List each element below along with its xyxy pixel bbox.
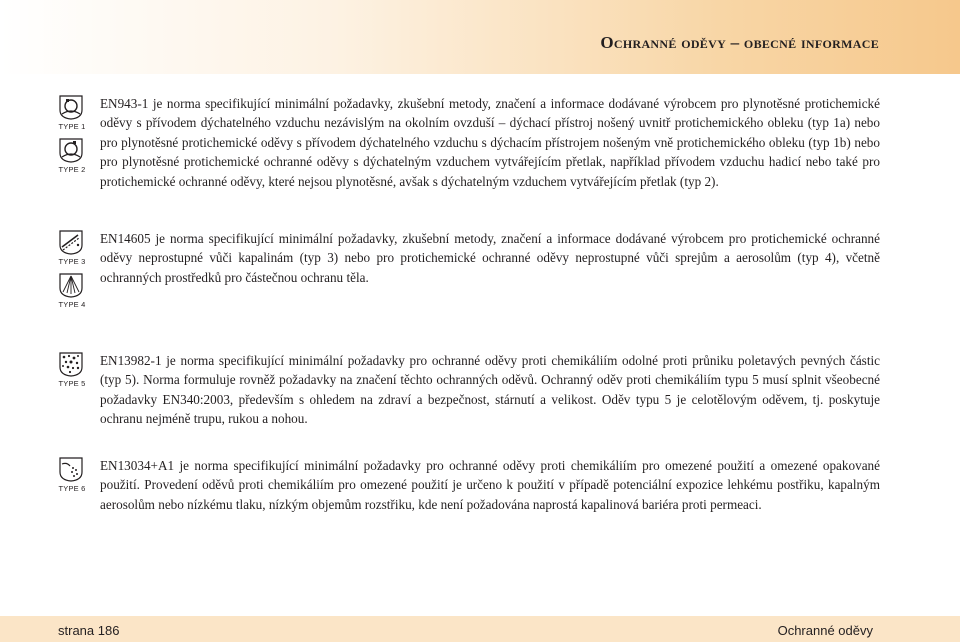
section-text: EN943-1 je norma specifikující minimální požadavky, zkušební metody, značení a informace dodávané výrobcem pro plynotěsné protichemické oděvy s přívodem dýchatelného vzduchu nezávislým na okolním ovzduší – dýchací přístroj nošený uvnitř protichemického obleku (typ 1a) nebo pro plynotěsné protichemické oděvy s přívodem dýchatelného vzduchu s dýchacím přístrojem nošeným vně protichemického obleku (typ 1b) nebo pro plynotěsné protichemické ochranné oděvy s dýchatelným vzduchem vytvářejícím přetlak, například přívodem vzduchu hadicí nebo také pro protichemické ochranné oděvy, které nejsou plynotěsné, avšak s dýchatelným vzduchem vytvářejícím přetlak (typ 2). — [100, 96, 880, 189]
type-label: TYPE 2 — [58, 165, 86, 174]
type-2-badge — [58, 137, 84, 174]
light-spray-icon — [58, 456, 84, 482]
type-label: TYPE 4 — [58, 300, 86, 309]
type-label: TYPE 3 — [58, 257, 86, 266]
type-label: TYPE 5 — [58, 379, 86, 388]
page-title: Ochranné oděvy – obecné informace — [600, 33, 879, 52]
page-number: strana 186 — [58, 623, 120, 638]
type-5-badge — [58, 351, 84, 388]
page-header — [0, 0, 960, 74]
type-icons — [58, 229, 88, 315]
type-label: TYPE 6 — [58, 484, 86, 493]
type-icons — [58, 456, 88, 499]
type-icons — [58, 351, 88, 394]
type-4-badge — [58, 272, 84, 309]
section-text: EN14605 je norma specifikující minimální požadavky, zkušební metody, značení a informace dodávané výrobcem pro protichemické ochranné oděvy neprostupné vůči kapalinám (typ 3) nebo pro protichemické ochranné oděvy neprostupné vůči sprejům a aerosolům (typ 4), včetně ochranných prostředků pro částečnou ochranu těla. — [100, 231, 880, 285]
section-text: EN13034+A1 je norma specifikující minimální požadavky pro ochranné oděvy proti chemikáliím pro omezené použití a omezené opakované použití. Provedení oděvů proti chemikáliím pro omezené použití je určeno k použití v případě potenciální expozice lehkému postřiku, kapalným aerosolům nebo nízkému tlaku, nízkým objemům rozstřiku, kde není požadována naprostá kapalinová bariéra proti permeaci. — [100, 458, 880, 512]
type-label: TYPE 1 — [58, 122, 86, 131]
type-3-badge — [58, 229, 84, 266]
type-6-badge — [58, 456, 84, 493]
liquid-jet-icon — [58, 229, 84, 255]
particles-icon — [58, 351, 84, 377]
diver-suit-icon — [58, 137, 84, 163]
section-text: EN13982-1 je norma specifikující minimální požadavky pro ochranné oděvy proti chemikáliím odolné proti průniku poletavých pevných částic (typ 5). Norma formuluje rovněž požadavky na značení těchto ochranných oděvů. Ochranný oděv proti chemikáliím typu 5 musí splnit všeobecné požadavky EN340:2003, především s ohledem na zdraví a bezpečnost, stárnutí a velikost. Oděv typu 5 je celotělovým oděvem, tj. poskytuje ochranu nejméně trupu, rukou a nohou. — [100, 353, 880, 427]
page-footer — [0, 616, 960, 642]
spray-icon — [58, 272, 84, 298]
diver-suit-icon — [58, 94, 84, 120]
type-1-badge — [58, 94, 84, 131]
footer-section-title: Ochranné oděvy — [777, 623, 873, 638]
type-icons — [58, 94, 88, 180]
